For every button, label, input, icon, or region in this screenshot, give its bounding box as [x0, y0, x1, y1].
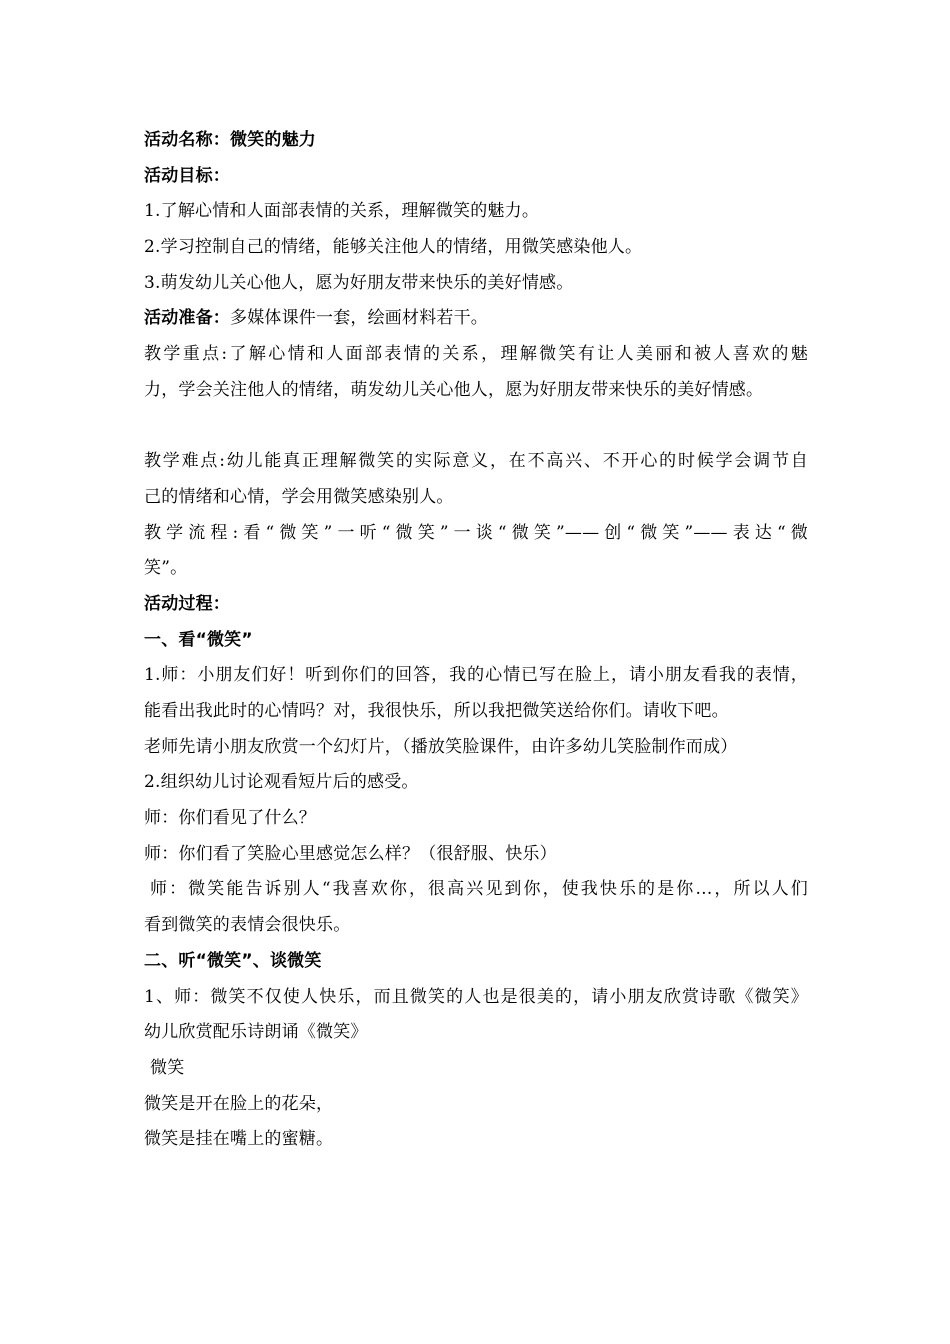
key-point-line-1: 教学重点:了解心情和人面部表情的关系，理解微笑有让人美丽和被人喜欢的魅 [144, 344, 808, 365]
section-2-paragraph-1: 1、师：微笑不仅使人快乐，而且微笑的人也是很美的，请小朋友欣赏诗歌《微笑》 [144, 986, 808, 1007]
activity-name [144, 123, 808, 159]
activity-name-label: 活动名称： [144, 130, 230, 150]
difficulty-line-2: 己的情绪和心情，学会用微笑感染别人。 [144, 486, 454, 507]
section-1-paragraph-5: 师：你们看了笑脸心里感觉怎么样？（很舒服、快乐） [144, 843, 557, 864]
section-1-heading: 一、看“微笑” [144, 629, 253, 650]
goal-3: 3.萌发幼儿关心他人，愿为好朋友带来快乐的美好情感。 [144, 272, 574, 293]
section-2-paragraph-2: 幼儿欣赏配乐诗朗诵《微笑》 [144, 1022, 368, 1043]
section-1-paragraph-4: 师：你们看见了什么？ [144, 808, 316, 829]
poem-title: 微笑 [150, 1057, 185, 1078]
goal-2: 2.学习控制自己的情绪，能够关注他人的情绪，用微笑感染他人。 [144, 237, 643, 258]
section-1-paragraph-6-line-2: 看到微笑的表情会很快乐。 [144, 915, 351, 936]
flow-line-1: 教学流程:看“微笑”一听“微笑”一谈“微笑”——创“微笑”——表达“微 [144, 522, 808, 543]
poem-line-2: 微笑是挂在嘴上的蜜糖。 [144, 1129, 334, 1150]
activity-preparation [144, 301, 808, 337]
poem-line-1: 微笑是开在脸上的花朵， [144, 1093, 334, 1114]
process-heading: 活动过程： [144, 593, 230, 614]
section-1-paragraph-1-line-2: 能看出我此时的心情吗？对，我很快乐，所以我把微笑送给你们。请收下吧。 [144, 701, 729, 721]
section-1-paragraph-3: 2.组织幼儿讨论观看短片后的感受。 [144, 772, 419, 793]
section-1-paragraph-2: 老师先请小朋友欣赏一个幻灯片，（播放笑脸课件，由许多幼儿笑脸制作而成） [144, 736, 738, 757]
difficulty-line-1: 教学难点:幼儿能真正理解微笑的实际意义，在不高兴、不开心的时候学会调节自 [144, 451, 808, 472]
key-point-line-2: 力，学会关注他人的情绪，萌发幼儿关心他人，愿为好朋友带来快乐的美好情感。 [144, 379, 764, 400]
preparation-label: 活动准备： [144, 308, 230, 329]
goal-1: 1.了解心情和人面部表情的关系，理解微笑的魅力。 [144, 201, 540, 222]
activity-name-value: 微笑的魅力 [230, 130, 316, 150]
section-1-paragraph-6-line-1: 师：微笑能告诉别人“我喜欢你，很高兴见到你，使我快乐的是你…，所以人们 [150, 879, 808, 900]
blank-line [144, 409, 808, 445]
section-2-heading: 二、听“微笑”、谈微笑 [144, 950, 322, 971]
section-1-paragraph-1-line-1: 1.师：小朋友们好！听到你们的回答，我的心情已写在脸上，请小朋友看我的表情， [144, 665, 808, 686]
goals-heading: 活动目标： [144, 165, 230, 186]
flow-line-2: 笑”。 [144, 558, 188, 579]
preparation-value: 多媒体课件一套，绘画材料若干。 [230, 308, 488, 329]
document-page [144, 123, 808, 1158]
